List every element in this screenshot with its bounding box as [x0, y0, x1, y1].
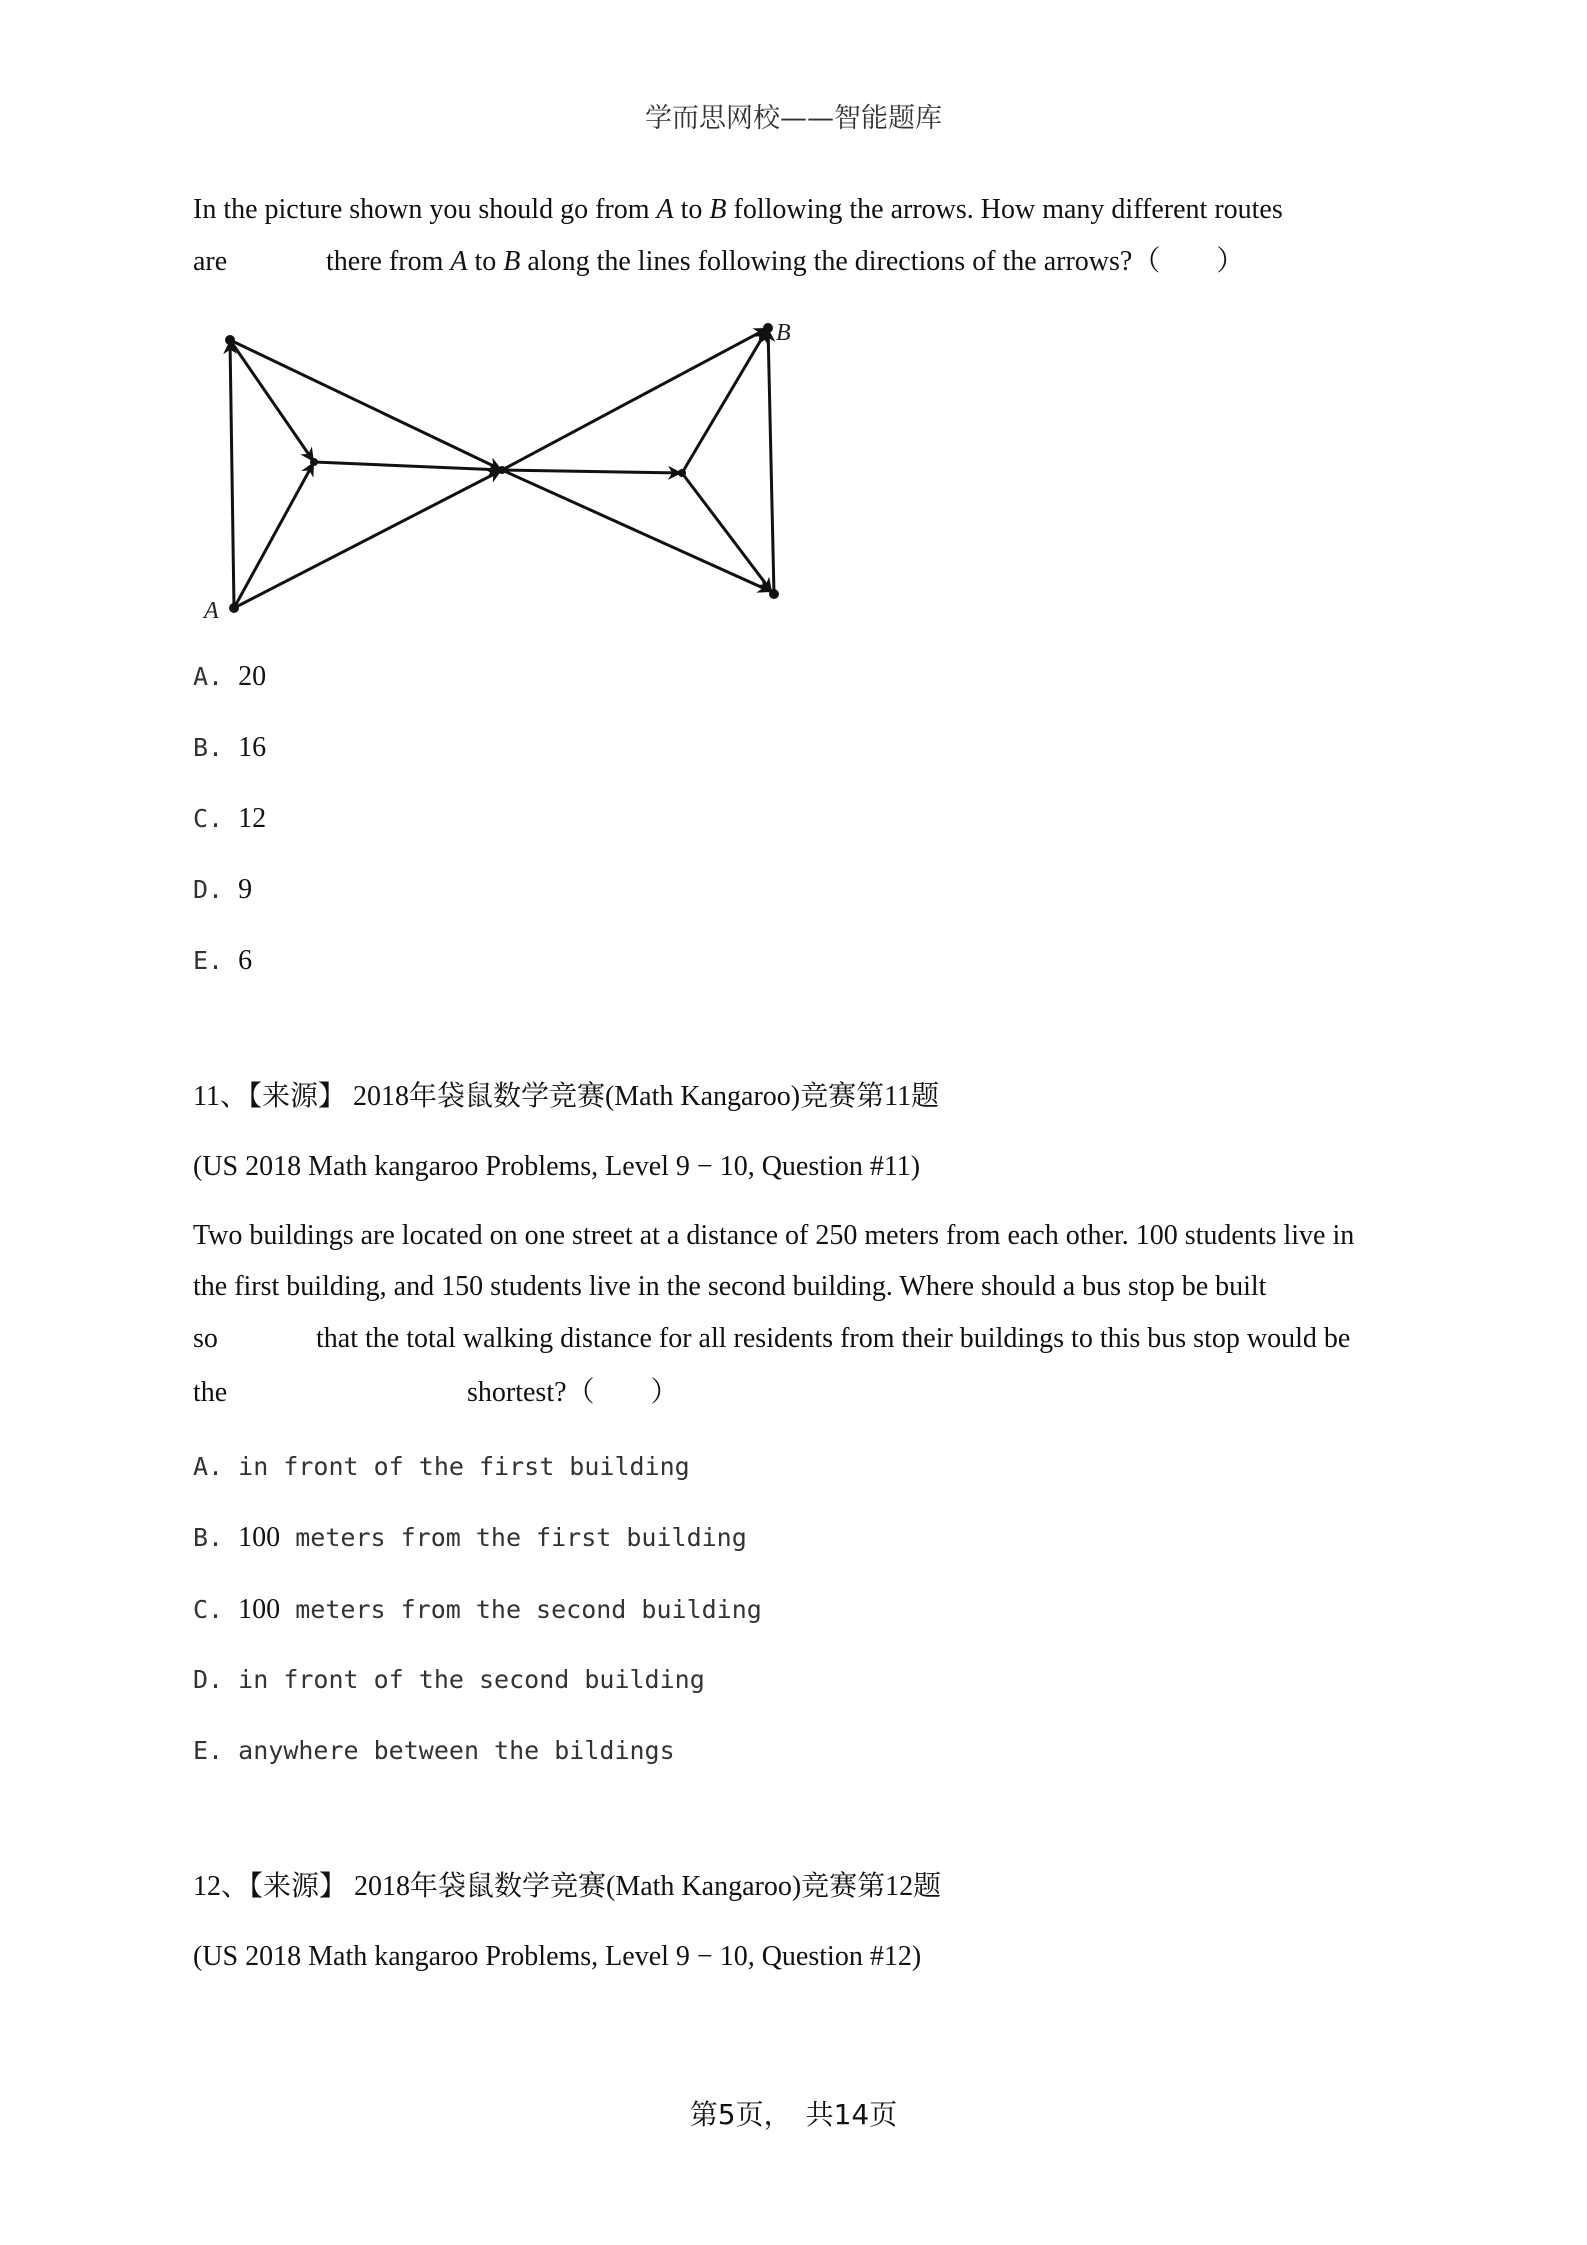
edge-m1-center: [314, 462, 502, 470]
label-b: B: [776, 320, 791, 346]
node-center: [498, 466, 506, 474]
edge-center-b: [502, 328, 768, 470]
node-b: [763, 323, 773, 333]
q11-subheading: (US 2018 Math kangaroo Problems, Level 9 − 10, Question #11): [193, 1151, 921, 1182]
node-bottom-right: [769, 589, 779, 599]
edge-a-top-left: [230, 340, 234, 608]
q10-line-2-start: are: [193, 246, 228, 277]
edge-center-bottom-right: [502, 470, 772, 592]
node-top-left: [225, 335, 235, 345]
q11-line-4-start: the: [193, 1377, 228, 1408]
q10-option-a[interactable]: A. 20: [193, 661, 267, 692]
q10-line-1: In the picture shown you should go from A to B following the arrows. How many different routes: [193, 194, 1283, 225]
q10-option-b[interactable]: B. 16: [193, 732, 267, 763]
route-diagram: [190, 310, 810, 630]
page-footer: 第5页， 共14页: [689, 2098, 898, 2131]
q10-line-2: there from A to B along the lines following the directions of the arrows?（ ）: [326, 246, 1245, 277]
edge-top-left-m1: [230, 340, 314, 462]
q11-line-3: that the total walking distance for all residents from their buildings to this bus stop would be: [316, 1323, 1351, 1354]
q11-option-a[interactable]: A. in front of the first building: [193, 1452, 690, 1481]
label-a: A: [204, 598, 219, 624]
q11-line-2: the first building, and 150 students live in the second building. Where should a bus stop be built: [193, 1271, 1267, 1302]
q11-heading: 11、【来源】 2018年袋鼠数学竞赛(Math Kangaroo)竞赛第11题: [193, 1081, 940, 1112]
q11-option-c[interactable]: C. 100 meters from the second building: [193, 1594, 762, 1625]
q11-option-d[interactable]: D. in front of the second building: [193, 1665, 705, 1694]
q10-option-c[interactable]: C. 12: [193, 803, 267, 834]
page-header: 学而思网校——智能题库: [645, 103, 942, 134]
q12-subheading: (US 2018 Math kangaroo Problems, Level 9 − 10, Question #12): [193, 1941, 922, 1972]
edge-m2-bottom-right: [682, 473, 772, 592]
q11-option-b[interactable]: B. 100 meters from the first building: [193, 1522, 747, 1553]
edge-center-m2: [502, 470, 682, 473]
node-m1: [310, 458, 318, 466]
q11-line-1: Two buildings are located on one street at a distance of 250 meters from each other. 100 students live in: [193, 1220, 1355, 1251]
edge-bottom-right-b: [768, 328, 774, 594]
q11-line-3-start: so: [193, 1323, 218, 1354]
edge-a-center: [234, 470, 502, 608]
q12-heading: 12、【来源】 2018年袋鼠数学竞赛(Math Kangaroo)竞赛第12题: [193, 1871, 942, 1902]
node-a: [229, 603, 239, 613]
node-m2: [678, 469, 686, 477]
q10-option-e[interactable]: E. 6: [193, 945, 253, 976]
q10-option-d[interactable]: D. 9: [193, 874, 253, 905]
q11-line-4: shortest?（ ）: [467, 1377, 679, 1408]
q11-option-e[interactable]: E. anywhere between the bildings: [193, 1736, 675, 1765]
edge-top-left-center: [230, 340, 502, 470]
